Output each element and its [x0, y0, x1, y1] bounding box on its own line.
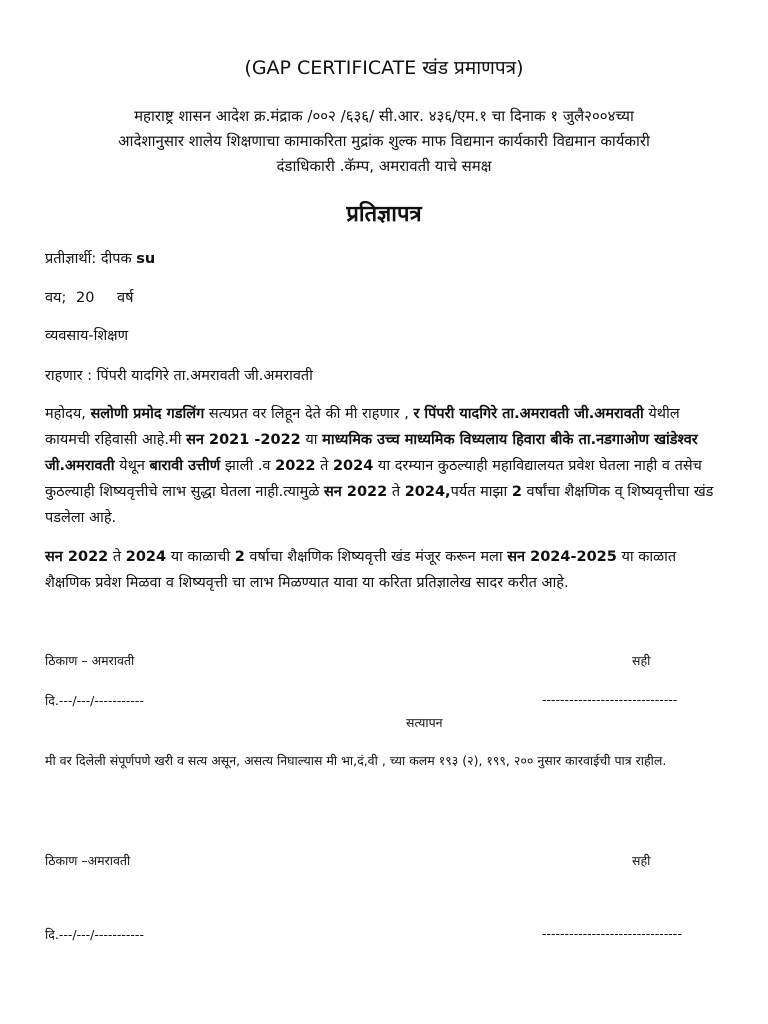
- signature-label-1: सही: [632, 653, 651, 668]
- declarant-name: सलोणी प्रमोद गडलिंग: [90, 406, 205, 422]
- admission-year: सन 2024-2025: [507, 549, 617, 565]
- signature-line-2: -------------------------------: [542, 926, 682, 941]
- para1-text-10: पर्यत माझा: [450, 484, 512, 500]
- para2-text-2: या काळाची: [166, 549, 235, 565]
- pass-year: सन 2021 -2022: [186, 432, 301, 448]
- para1-text-3: येथील कायमची रहिवासी आहे.मी: [45, 406, 680, 448]
- verification-text: मी वर दिलेली संपूर्णपणे खरी व सत्य असून, असत्य निघाल्यास मी भा,दं,वी , च्या कलम १९३ (२), १९९, २०० नुसार कारवाईची पात्र राहील.: [45, 753, 667, 768]
- document-title: (GAP CERTIFICATE खंड प्रमाणपत्र): [244, 57, 524, 79]
- place-field-2: ठिकाण –अमरावती: [45, 853, 131, 868]
- para2-text-3: वर्षाचा शैक्षणिक शिष्यवृत्ती खंड मंजूर करून मला: [244, 549, 508, 565]
- gap-end-year-2: 2024,: [404, 484, 451, 500]
- request-end-year: 2024: [125, 549, 167, 565]
- affidavit-heading: प्रतिज्ञापत्र: [346, 202, 422, 227]
- order-line-3: दंडाधिकारी .कॅम्प, अमरावती याचे समक्ष: [276, 157, 492, 175]
- para1-text-2: सत्यप्रत वर लिहून देते की मी राहणार ,: [204, 406, 414, 422]
- gap-start-year-2: सन 2022: [323, 484, 388, 500]
- order-line-2: आदेशानुसार शालेय शिक्षणाचा कामाकरिता मुद्रांक शुल्क माफ विद्यमान कार्यकारी विद्यमान कार्यकारी: [118, 132, 650, 150]
- para2-text-4: या काळात शैक्षणिक प्रवेश मिळवा व शिष्यवृत्ती चा लाभ मिळण्यात यावा या करिता प्रतिज्ञालेख सादर करीत आहे.: [45, 549, 677, 591]
- para1-text-4: या: [300, 432, 323, 448]
- para1-text-9: ते: [387, 484, 405, 500]
- place-field-1: ठिकाण – अमरावती: [45, 653, 135, 668]
- gap-years-count: 2: [511, 484, 522, 500]
- date-field-2: दि.---/---/-----------: [45, 927, 144, 942]
- applicant-label: प्रतीज्ञार्थी: दीपक: [45, 251, 132, 267]
- qualification: बारावी उत्तीर्ण: [149, 458, 221, 474]
- age-unit: वर्ष: [117, 290, 134, 306]
- applicant-name-suffix: su: [136, 251, 156, 267]
- para1-text-1: महोदय,: [45, 406, 91, 422]
- para1-text-5: येथून: [114, 458, 150, 474]
- school-name: माध्यमिक उच्च माध्यमिक विध्यलाय हिवारा बीके ता.नडगाओण खांडेश्वर जी.अमरावती: [45, 432, 698, 474]
- age-label: वय;: [45, 290, 67, 306]
- para1-text-7: ते: [315, 458, 333, 474]
- date-field-1: दि.---/---/-----------: [45, 693, 144, 708]
- order-line-1: महाराष्ट्र शासन आदेश क्र.मंद्राक /००२ /६३६/ सी.आर. ४३६/एम.१ चा दिनाक १ जुलै२००४च्या: [134, 107, 634, 125]
- para1-text-8: या दरम्यान कुठल्याही महाविद्यालयत प्रवेश घेतला नाही व तसेच कुठल्याही शिष्यवृत्तीचे लाभ सुद्धा घेतला नाही.त्यामुळे: [45, 458, 702, 500]
- request-years-count: 2: [234, 549, 245, 565]
- government-order-reference: [30, 104, 738, 179]
- residence-field: राहणार : पिंपरी यादगिरे ता.अमरावती जी.अमरावती: [45, 368, 313, 384]
- applicant-field: [45, 248, 155, 268]
- declaration-paragraph: [45, 401, 721, 531]
- para1-text-6: झाली .व: [220, 458, 276, 474]
- para1-text-11: वर्षांचा शैक्षणिक व् शिष्यवृत्तीचा खंड पडलेला आहे.: [45, 484, 714, 526]
- signature-label-2: सही: [632, 853, 651, 868]
- gap-end-year: 2024: [332, 458, 374, 474]
- signature-line-1: ------------------------------: [542, 692, 678, 707]
- age-field: [45, 287, 133, 307]
- occupation-field: व्यवसाय-शिक्षण: [45, 328, 129, 344]
- para2-text-1: ते: [108, 549, 126, 565]
- age-value: 20: [75, 290, 95, 306]
- gap-start-year: 2022: [275, 458, 316, 474]
- request-paragraph: [45, 544, 721, 596]
- verification-heading: सत्यापन: [406, 715, 443, 730]
- request-start-year: सन 2022: [45, 549, 109, 565]
- declarant-address: र पिंपरी यादगिरे ता.अमरावती जी.अमरावती: [413, 406, 644, 422]
